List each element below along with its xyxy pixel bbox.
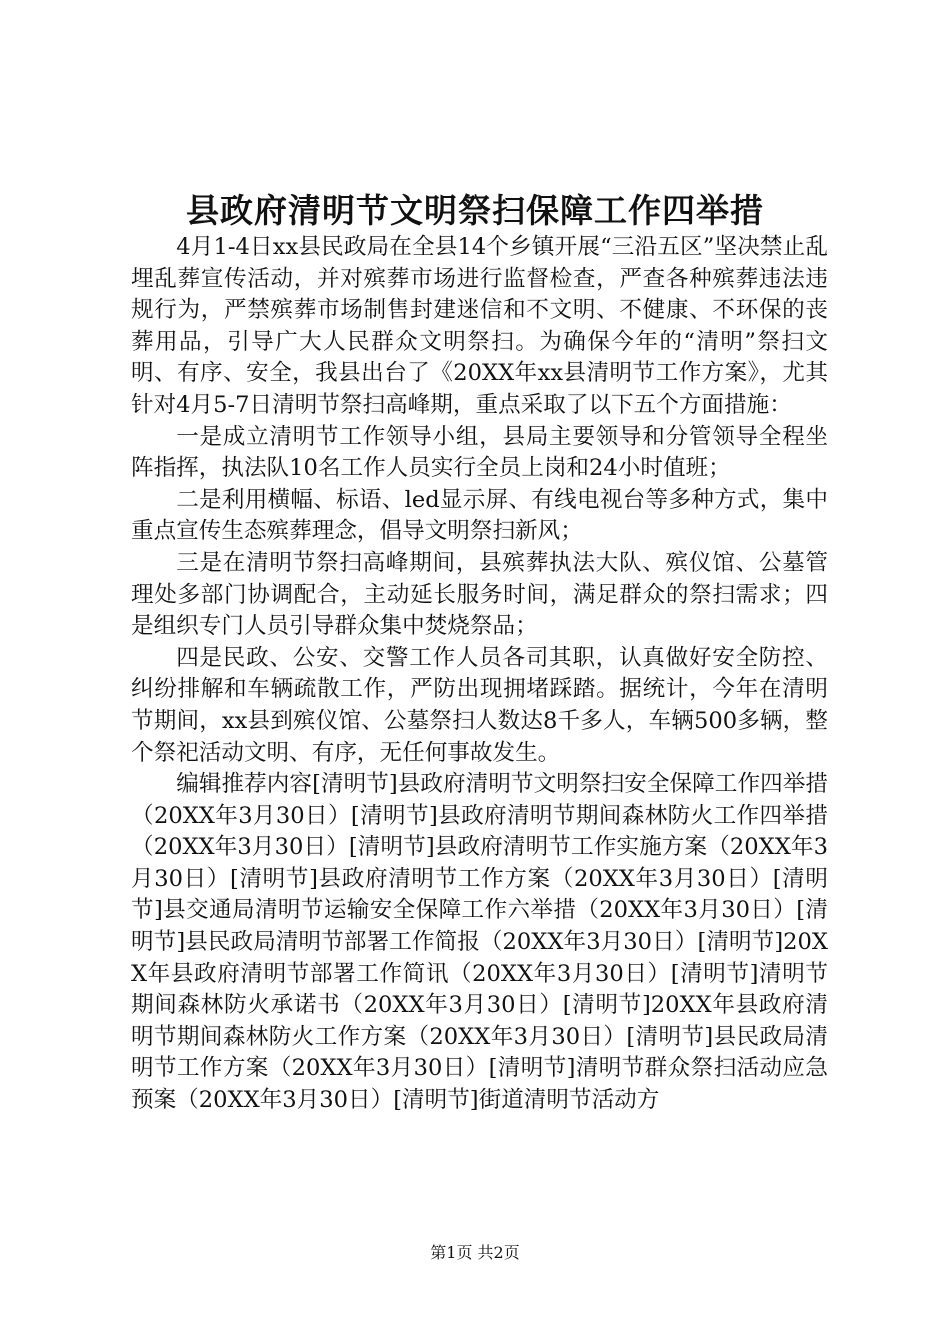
paragraph-measure-1: 一是成立清明节工作领导小组，县局主要领导和分管领导全程坐阵指挥，执法队10名工作人员实行全员上岗和24小时值班； xyxy=(131,423,828,482)
paragraph-measure-2: 二是利用横幅、标语、led显示屏、有线电视台等多种方式，集中重点宣传生态殡葬理念，倡导文明祭扫新风； xyxy=(131,486,828,545)
paragraph-recommended-content: 编辑推荐内容[清明节]县政府清明节文明祭扫安全保障工作四举措（20XX年3月30日）[清明节]县政府清明节期间森林防火工作四举措（20XX年3月30日）[清明节]县政府清明节工作实施方案（20XX年3月30日）[清明节]县政府清明节工作方案（20XX年3月30日）[清明节]县交通局清明节运输安全保障工作六举措（20XX年3月30日）[清明节]县民政局清明节部署工作简报（20XX年3月30日）[清明节]20XX年县政府清明节部署工作简讯（20XX年3月30日）[清明节]清明节期间森林防火承诺书（20XX年3月30日）[清明节]20XX年县政府清明节期间森林防火工作方案（20XX年3月30日）[清明节]县民政局清明节工作方案（20XX年3月30日）[清明节]清明节群众祭扫活动应急预案（20XX年3月30日）[清明节]街道清明节活动方 xyxy=(131,771,828,1114)
page-number-footer: 第1页 共2页 xyxy=(430,1243,520,1262)
paragraph-intro: 4月1-4日xx县民政局在全县14个乡镇开展“三沿五区”坚决禁止乱埋乱葬宣传活动，并对殡葬市场进行监督检查，严查各种殡葬违法违规行为，严禁殡葬市场制售封建迷信和不文明、不健康、不环保的丧葬用品，引导广大人民群众文明祭扫。为确保今年的“清明”祭扫文明、有序、安全，我县出台了《20XX年xx县清明节工作方案》，尤其针对4月5-7日清明节祭扫高峰期，重点采取了以下五个方面措施： xyxy=(131,234,828,418)
paragraph-measure-3: 三是在清明节祭扫高峰期间，县殡葬执法大队、殡仪馆、公墓管理处多部门协调配合，主动延长服务时间，满足群众的祭扫需求；四是组织专门人员引导群众集中焚烧祭品； xyxy=(131,549,828,640)
paragraph-measure-4: 四是民政、公安、交警工作人员各司其职，认真做好安全防控、纠纷排解和车辆疏散工作，严防出现拥堵踩踏。据统计，今年在清明节期间，xx县到殡仪馆、公墓祭扫人数达8千多人，车辆500多辆，整个祭祀活动文明、有序，无任何事故发生。 xyxy=(131,644,828,766)
document-title: 县政府清明节文明祭扫保障工作四举措 xyxy=(186,191,764,230)
document-body xyxy=(131,232,828,1117)
